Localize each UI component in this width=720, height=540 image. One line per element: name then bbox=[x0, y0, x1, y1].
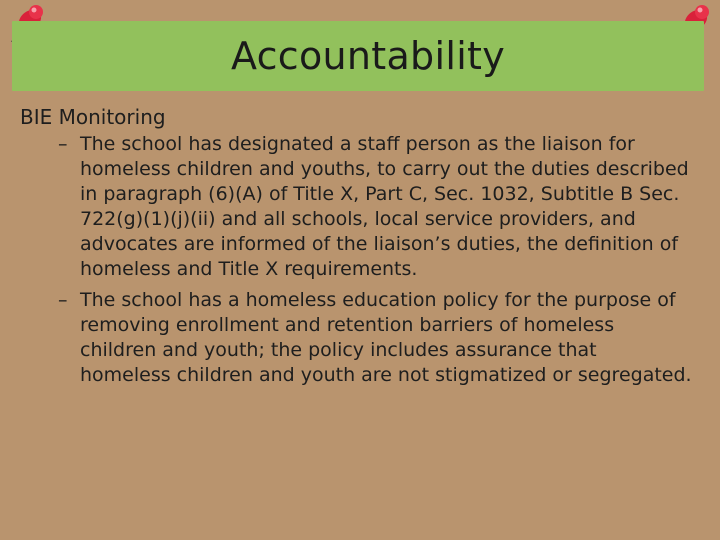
bullet-item bbox=[20, 288, 710, 388]
bullet-text: The school has a homeless education policy for the purpose of removing enrollment and retention barriers of homeless children and youth; the policy includes assurance that homeless children and youth are not stigmatized or segregated. bbox=[80, 289, 692, 386]
section-heading: BIE Monitoring bbox=[20, 105, 166, 129]
bullet-item bbox=[20, 132, 710, 282]
slide-content bbox=[20, 104, 710, 394]
bullet-marker: – bbox=[58, 133, 68, 155]
bullet-marker: – bbox=[58, 289, 68, 311]
slide-title: Accountability bbox=[230, 34, 506, 78]
bullet-text: The school has designated a staff person as the liaison for homeless children and youths, to carry out the duties described in paragraph (6)(A) of Title X, Part C, Sec. 1032, Subtitle B Sec. 722(g)(1)(j)(ii) and all schools, local service providers, and advocates are informed of the liaison’s duties, the definition of homeless and Title X requirements. bbox=[80, 133, 689, 280]
title-bar bbox=[12, 21, 704, 91]
